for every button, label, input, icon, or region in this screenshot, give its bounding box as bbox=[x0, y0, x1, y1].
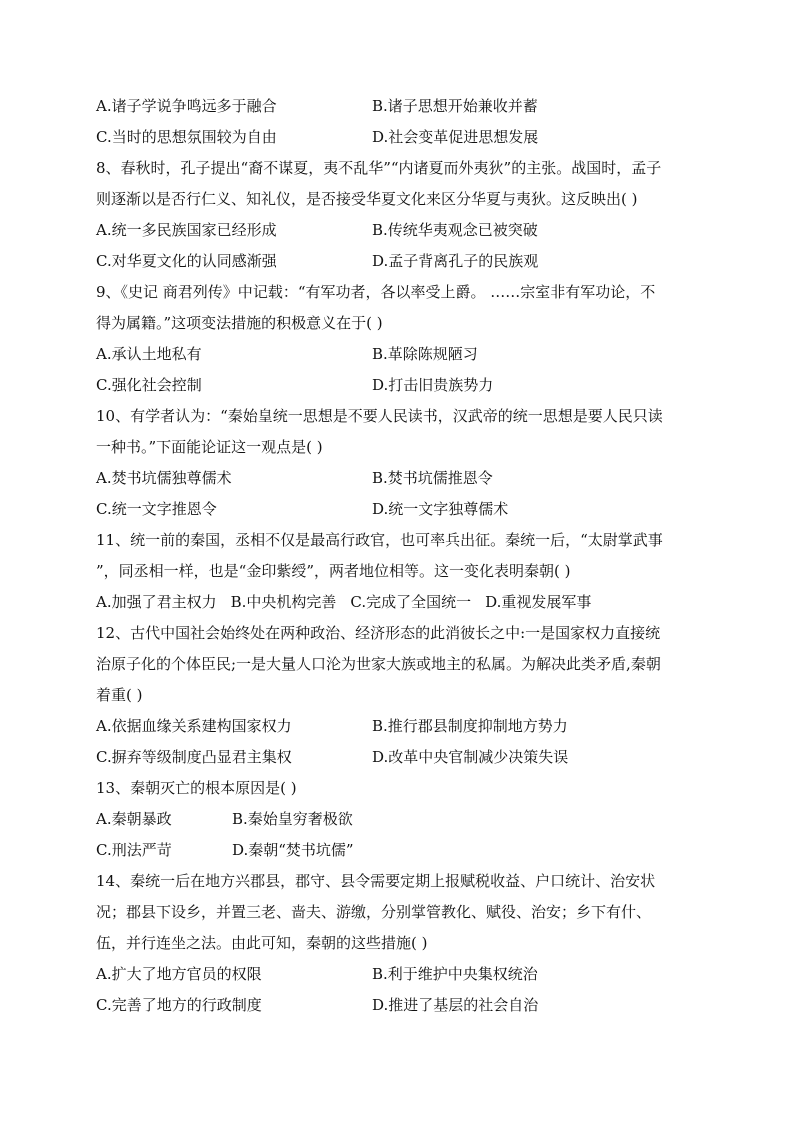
q13-stem-line-1: 13、秦朝灭亡的根本原因是( ) bbox=[96, 779, 297, 797]
q8-options-row-2 bbox=[96, 246, 700, 277]
q10-options-row-1 bbox=[96, 463, 700, 494]
q12-stem-line-2: 治原子化的个体臣民;一是大量人口沦为世家大族或地主的私属。为解决此类矛盾,秦朝 bbox=[96, 655, 661, 673]
q13-option-a[interactable]: A.秦朝暴政 bbox=[96, 810, 172, 828]
q10-option-b[interactable]: B.焚书坑儒推恩令 bbox=[372, 469, 493, 487]
q12-stem-line-1: 12、古代中国社会始终处在两种政治、经济形态的此消彼长之中:一是国家权力直接统 bbox=[96, 624, 661, 642]
q7-option-c[interactable]: C.当时的思想氛围较为自由 bbox=[96, 128, 277, 146]
q9-stem-line-2: 得为属籍。”这项变法措施的积极意义在于( ) bbox=[96, 314, 383, 332]
q11-stem-line-1: 11、统一前的秦国，丞相不仅是最高行政官，也可率兵出征。秦统一后，“太尉掌武事 bbox=[96, 531, 663, 549]
q8-option-d[interactable]: D.孟子背离孔子的民族观 bbox=[372, 252, 539, 270]
q11-option-b[interactable]: B.中央机构完善 bbox=[230, 593, 337, 611]
q9-option-c[interactable]: C.强化社会控制 bbox=[96, 376, 202, 394]
q14-stem-line-1: 14、秦统一后在地方兴郡县，郡守、县令需要定期上报赋税收益、户口统计、治安状 bbox=[96, 872, 656, 890]
q8-options-row-1 bbox=[96, 215, 700, 246]
q12-option-a[interactable]: A.依据血缘关系建构国家权力 bbox=[96, 717, 292, 735]
q10-option-d[interactable]: D.统一文字独尊儒术 bbox=[372, 500, 509, 518]
q7-options-row-2 bbox=[96, 122, 700, 153]
q10-options-row-2 bbox=[96, 494, 700, 525]
q13-option-d[interactable]: D.秦朝“焚书坑儒” bbox=[232, 841, 354, 859]
q12-option-c[interactable]: C.摒弃等级制度凸显君主集权 bbox=[96, 748, 292, 766]
q9-option-a[interactable]: A.承认土地私有 bbox=[96, 345, 202, 363]
q8-option-b[interactable]: B.传统华夷观念已被突破 bbox=[372, 221, 538, 239]
q9-option-d[interactable]: D.打击旧贵族势力 bbox=[372, 376, 494, 394]
q9-options-row-1 bbox=[96, 339, 700, 370]
q11-options-row bbox=[96, 587, 700, 618]
q7-option-a[interactable]: A.诸子学说争鸣远多于融合 bbox=[96, 97, 277, 115]
q7-options-row-1 bbox=[96, 91, 700, 122]
q11-option-d[interactable]: D.重视发展军事 bbox=[485, 593, 592, 611]
q8-stem-line-2: 则逐渐以是否行仁义、知礼仪，是否接受华夏文化来区分华夏与夷狄。这反映出( ) bbox=[96, 190, 638, 208]
q10-option-c[interactable]: C.统一文字推恩令 bbox=[96, 500, 217, 518]
q10-stem-line-1: 10、有学者认为：“秦始皇统一思想是不要人民读书，汉武帝的统一思想是要人民只读 bbox=[96, 407, 663, 425]
q9-stem-line-1: 9、《史记 商君列传》中记载：“有军功者，各以率受上爵。 ……宗室非有军功论，不 bbox=[96, 283, 656, 301]
q11-option-c[interactable]: C.完成了全国统一 bbox=[350, 593, 472, 611]
q13-options-row-1 bbox=[96, 804, 700, 835]
q8-option-c[interactable]: C.对华夏文化的认同感渐强 bbox=[96, 252, 277, 270]
q14-options-row-1 bbox=[96, 959, 700, 990]
q12-options-row-2 bbox=[96, 742, 700, 773]
q12-option-d[interactable]: D.改革中央官制减少决策失误 bbox=[372, 748, 569, 766]
question-list bbox=[96, 91, 700, 1021]
q14-options-row-2 bbox=[96, 990, 700, 1021]
q11-option-a[interactable]: A.加强了君主权力 bbox=[96, 593, 217, 611]
q12-stem-line-3: 着重( ) bbox=[96, 686, 143, 704]
q14-stem-line-2: 况；郡县下设乡，并置三老、啬夫、游缴，分别掌管教化、赋役、治安；乡下有什、 bbox=[96, 903, 652, 921]
q14-option-c[interactable]: C.完善了地方的行政制度 bbox=[96, 996, 262, 1014]
q12-options-row-1 bbox=[96, 711, 700, 742]
q14-option-b[interactable]: B.利于维护中央集权统治 bbox=[372, 965, 538, 983]
q10-option-a[interactable]: A.焚书坑儒独尊儒术 bbox=[96, 469, 232, 487]
q13-options-row-2 bbox=[96, 835, 700, 866]
q8-stem-line-1: 8、春秋时，孔子提出“裔不谋夏，夷不乱华”“内诸夏而外夷狄”的主张。战国时，孟子 bbox=[96, 159, 662, 177]
q7-option-d[interactable]: D.社会变革促进思想发展 bbox=[372, 128, 539, 146]
q13-option-c[interactable]: C.刑法严苛 bbox=[96, 841, 172, 859]
q10-stem-line-2: 一种书。”下面能论证这一观点是( ) bbox=[96, 438, 323, 456]
q9-options-row-2 bbox=[96, 370, 700, 401]
q12-option-b[interactable]: B.推行郡县制度抑制地方势力 bbox=[372, 717, 568, 735]
q8-option-a[interactable]: A.统一多民族国家已经形成 bbox=[96, 221, 277, 239]
q9-option-b[interactable]: B.革除陈规陋习 bbox=[372, 345, 478, 363]
q11-stem-line-2: ”，同丞相一样，也是“金印紫绶”，两者地位相等。这一变化表明秦朝( ) bbox=[96, 562, 571, 580]
q14-option-d[interactable]: D.推进了基层的社会自治 bbox=[372, 996, 539, 1014]
q14-stem-line-3: 伍，并行连坐之法。由此可知，秦朝的这些措施( ) bbox=[96, 934, 428, 952]
q7-option-b[interactable]: B.诸子思想开始兼收并蓄 bbox=[372, 97, 538, 115]
q13-option-b[interactable]: B.秦始皇穷奢极欲 bbox=[232, 810, 353, 828]
q14-option-a[interactable]: A.扩大了地方官员的权限 bbox=[96, 965, 262, 983]
